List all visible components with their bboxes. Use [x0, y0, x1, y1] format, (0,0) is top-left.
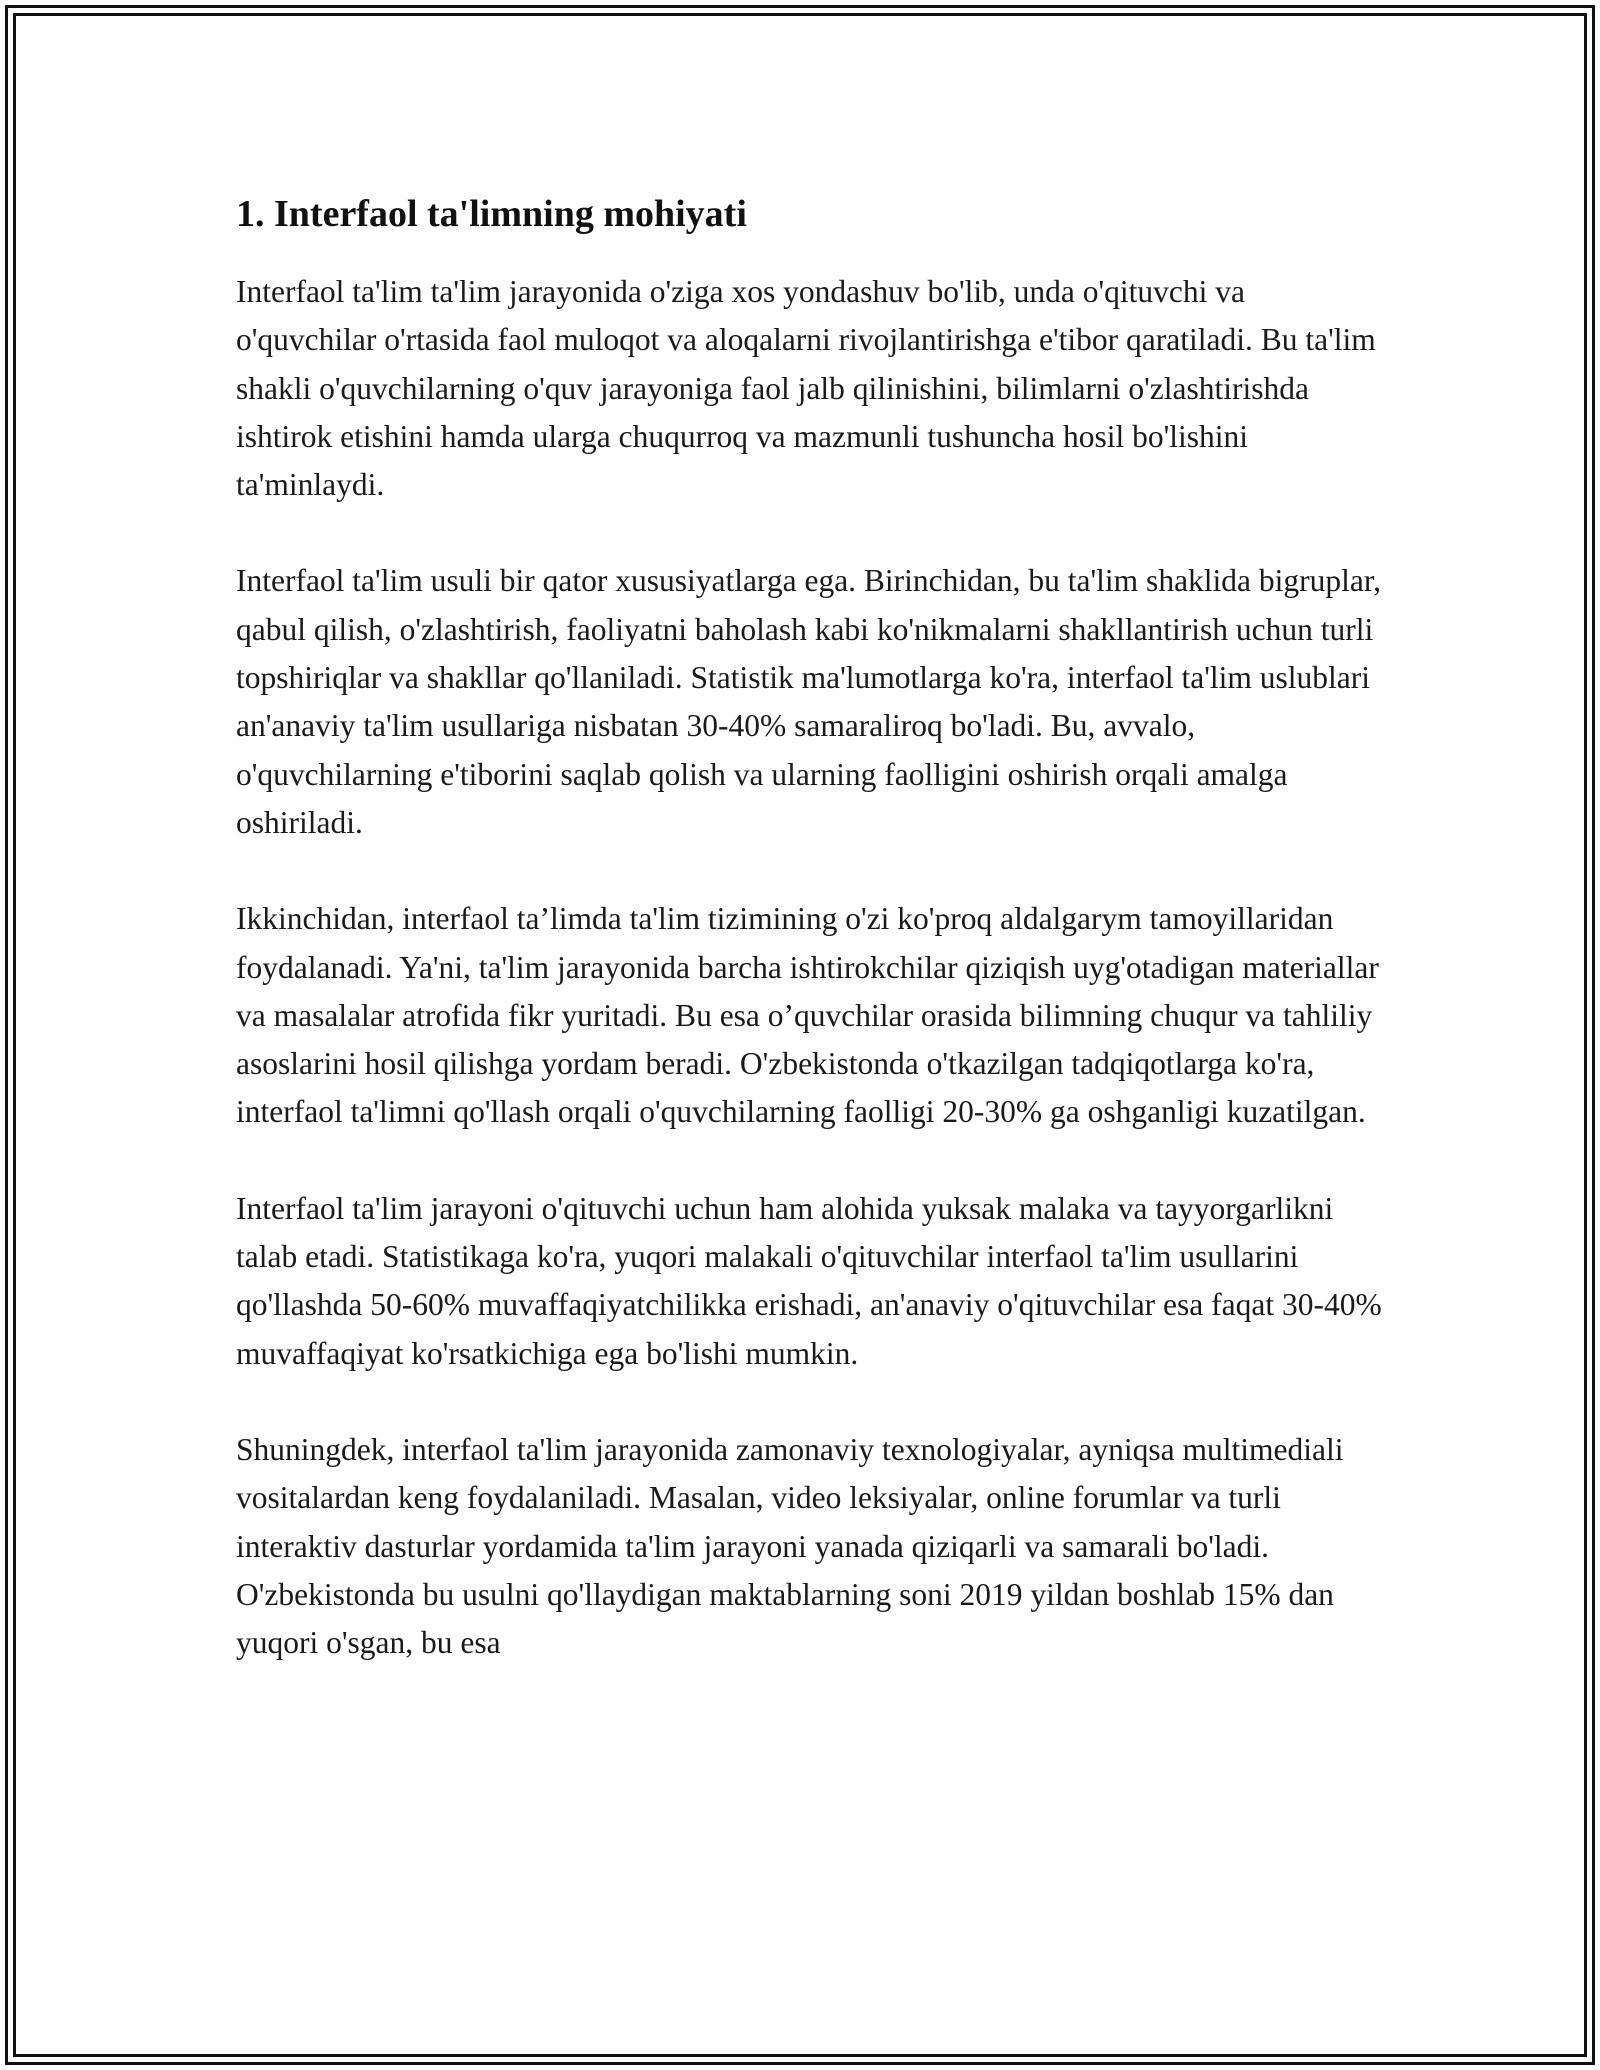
paragraph-1: Interfaol ta'lim ta'lim jarayonida o'ziga xos yondashuv bo'lib, unda o'qituvchi va o'quvchilar o'rtasida faol muloqot va aloqalarni rivojlantirishga e'tibor qaratiladi. Bu ta'lim shakli o'quvchilarning o'quv jarayoniga faol jalb qilinishini, bilimlarni o'zlashtirishda ishtirok etishini hamda ularga chuqurroq va mazmunli tushuncha hosil bo'lishini ta'minlaydi. [236, 274, 1376, 503]
paragraph-3: Ikkinchidan, interfaol ta’limda ta'lim tizimining o'zi ko'proq aldalgarym tamoyillaridan foydalanadi. Ya'ni, ta'lim jarayonida barcha ishtirokchilar qiziqish uyg'otadigan materiallar va masalalar atrofida fikr yuritadi. Bu esa o’quvchilar orasida bilimning chuqur va tahliliy asoslarini hosil qilishga yordam beradi. O'zbekistonda o'tkazilgan tadqiqotlarga ko'ra, interfaol ta'limni qo'llash orqali o'quvchilarning faolligi 20-30% ga oshganligi kuzatilgan. [236, 901, 1379, 1130]
document-body [236, 186, 1386, 1715]
section-title: 1. Interfaol ta'limning mohiyati [236, 193, 747, 235]
paragraph-4: Interfaol ta'lim jarayoni o'qituvchi uchun ham alohida yuksak malaka va tayyorgarlikni talab etadi. Statistikaga ko'ra, yuqori malakali o'qituvchilar interfaol ta'lim usullarini qo'llashda 50-60% muvaffaqiyatchilikka erishadi, an'anaviy o'qituvchilar esa faqat 30-40% muvaffaqiyat ko'rsatkichiga ega bo'lishi mumkin. [236, 1190, 1382, 1371]
paragraph-5: Shuningdek, interfaol ta'lim jarayonida zamonaviy texnologiyalar, ayniqsa multimediali vositalardan keng foydalaniladi. Masalan, video leksiyalar, online forumlar va turli interaktiv dasturlar yordamida ta'lim jarayoni yanada qiziqarli va samarali bo'ladi. O'zbekistonda bu usulni qo'llaydigan maktablarning soni 2019 yildan boshlab 15% dan yuqori o'sgan, bu esa [236, 1431, 1344, 1661]
paragraph-2: Interfaol ta'lim usuli bir qator xususiyatlarga ega. Birinchidan, bu ta'lim shaklida bigruplar, qabul qilish, o'zlashtirish, faoliyatni baholash kabi ko'nikmalarni shakllantirish uchun turli topshiriqlar va shakllar qo'llaniladi. Statistik ma'lumotlarga ko'ra, interfaol ta'lim uslublari an'anaviy ta'lim usullariga nisbatan 30-40% samaraliroq bo'ladi. Bu, avvalo, o'quvchilarning e'tiborini saqlab qolish va ularning faolligini oshirish orqali amalga oshiriladi. [236, 563, 1381, 840]
